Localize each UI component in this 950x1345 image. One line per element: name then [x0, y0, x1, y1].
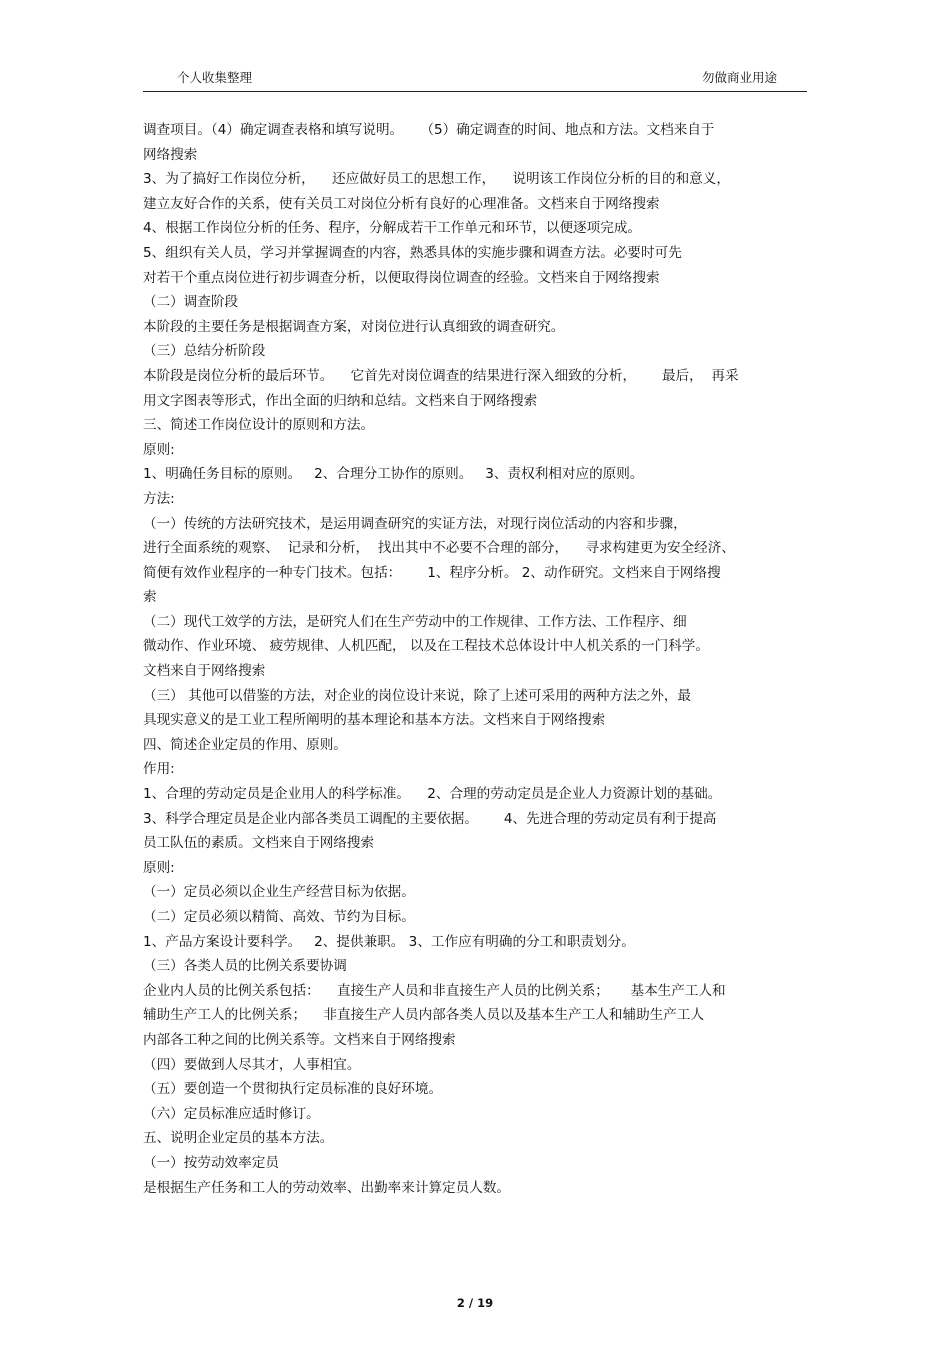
text-line: 进行全面系统的观察、 记录和分析， 找出其中不必要不合理的部分， 寻求构建更为安全经济、: [143, 540, 735, 557]
text-line: 四、简述企业定员的作用、原则。: [143, 736, 347, 753]
text-line: （一）按劳动效率定员: [143, 1154, 279, 1171]
text-line: 文档来自于网络搜索: [143, 663, 266, 680]
text-line: 本阶段的主要任务是根据调查方案，对岗位进行认真细致的调查研究。: [143, 318, 565, 335]
text-line: 微动作、作业环境、 疲劳规律、人机匹配， 以及在工程技术总体设计中人机关系的一门科学。: [143, 638, 709, 655]
text-line: 原则:: [143, 859, 175, 876]
text-line: 3、为了搞好工作岗位分析， 还应做好员工的思想工作， 说明该工作岗位分析的目的和意义，: [143, 171, 730, 188]
text-line: 作用:: [143, 761, 175, 778]
text-line: （五）要创造一个贯彻执行定员标准的良好环境。: [143, 1081, 443, 1098]
text-line: 1、产品方案设计要科学。 2、提供兼职。 3、工作应有明确的分工和职责划分。: [143, 933, 635, 950]
text-line: 原则:: [143, 441, 175, 458]
text-line: 网络搜索: [143, 146, 198, 163]
text-line: （二）现代工效学的方法，是研究人们在生产劳动中的工作规律、工作方法、工作程序、细: [143, 613, 687, 630]
text-line: 索: [143, 589, 157, 606]
text-line: 内部各工种之间的比例关系等。文档来自于网络搜索: [143, 1031, 456, 1048]
text-line: 建立友好合作的关系，使有关员工对岗位分析有良好的心理准备。文档来自于网络搜索: [143, 195, 660, 212]
text-line: 4、根据工作岗位分析的任务、程序，分解成若干工作单元和环节，以便逐项完成。: [143, 220, 642, 237]
text-line: （三）各类人员的比例关系要协调: [143, 958, 347, 975]
text-line: 三、简述工作岗位设计的原则和方法。: [143, 417, 375, 434]
text-line: 员工队伍的素质。文档来自于网络搜索: [143, 835, 375, 852]
text-line: （一）定员必须以企业生产经营目标为依据。: [143, 884, 415, 901]
text-line: 5、组织有关人员，学习并掌握调查的内容，熟悉具体的实施步骤和调查方法。必要时可先: [143, 244, 682, 261]
text-line: 1、明确任务目标的原则。 2、合理分工协作的原则。 3、责权利相对应的原则。: [143, 466, 644, 483]
text-line: （四）要做到人尽其才，人事相宜。: [143, 1056, 361, 1073]
page-number: 2 / 19: [456, 1296, 494, 1310]
text-line: 对若干个重点岗位进行初步调查分析，以便取得岗位调查的经验。文档来自于网络搜索: [143, 269, 660, 286]
header-left-text: 个人收集整理: [177, 70, 253, 85]
text-line: 具现实意义的是工业工程所阐明的基本理论和基本方法。文档来自于网络搜索: [143, 712, 606, 729]
text-line: 3、科学合理定员是企业内部各类员工调配的主要依据。 4、先进合理的劳动定员有利于提高: [143, 810, 717, 827]
text-line: 用文字图表等形式，作出全面的归纳和总结。文档来自于网络搜索: [143, 392, 538, 409]
text-line: 本阶段是岗位分析的最后环节。 它首先对岗位调查的结果进行深入细致的分析， 最后， 再采: [143, 367, 739, 384]
text-line: 辅助生产工人的比例关系； 非直接生产人员内部各类人员以及基本生产工人和辅助生产工人: [143, 1007, 705, 1024]
text-line: 方法:: [143, 490, 175, 507]
text-line: （六）定员标准应适时修订。: [143, 1105, 320, 1122]
text-line: （二）调查阶段: [143, 294, 239, 311]
document-body: [143, 118, 813, 1200]
text-line: （二）定员必须以精简、高效、节约为目标。: [143, 909, 415, 925]
text-line: 简便有效作业程序的一种专门技术。包括： 1、程序分析。 2、动作研究。文档来自于网络搜: [143, 564, 721, 581]
text-line: 五、说明企业定员的基本方法。: [143, 1130, 334, 1147]
text-line: 企业内人员的比例关系包括： 直接生产人员和非直接生产人员的比例关系； 基本生产工人和: [143, 982, 726, 999]
text-line: 是根据生产任务和工人的劳动效率、出勤率来计算定员人数。: [143, 1179, 511, 1196]
header-right-text: 勿做商业用途: [701, 70, 777, 85]
text-line: （三） 其他可以借鉴的方法，对企业的岗位设计来说，除了上述可采用的两种方法之外，最: [143, 687, 692, 704]
text-line: （三）总结分析阶段: [143, 343, 266, 360]
page-header: [143, 64, 807, 92]
text-line: 调查项目。（4）确定调查表格和填写说明。 （5）确定调查的时间、地点和方法。文档来自于: [143, 122, 715, 138]
text-line: （一）传统的方法研究技术，是运用调查研究的实证方法，对现行岗位活动的内容和步骤，: [143, 515, 687, 532]
text-line: 1、合理的劳动定员是企业用人的科学标准。 2、合理的劳动定员是企业人力资源计划的基础。: [143, 786, 722, 803]
